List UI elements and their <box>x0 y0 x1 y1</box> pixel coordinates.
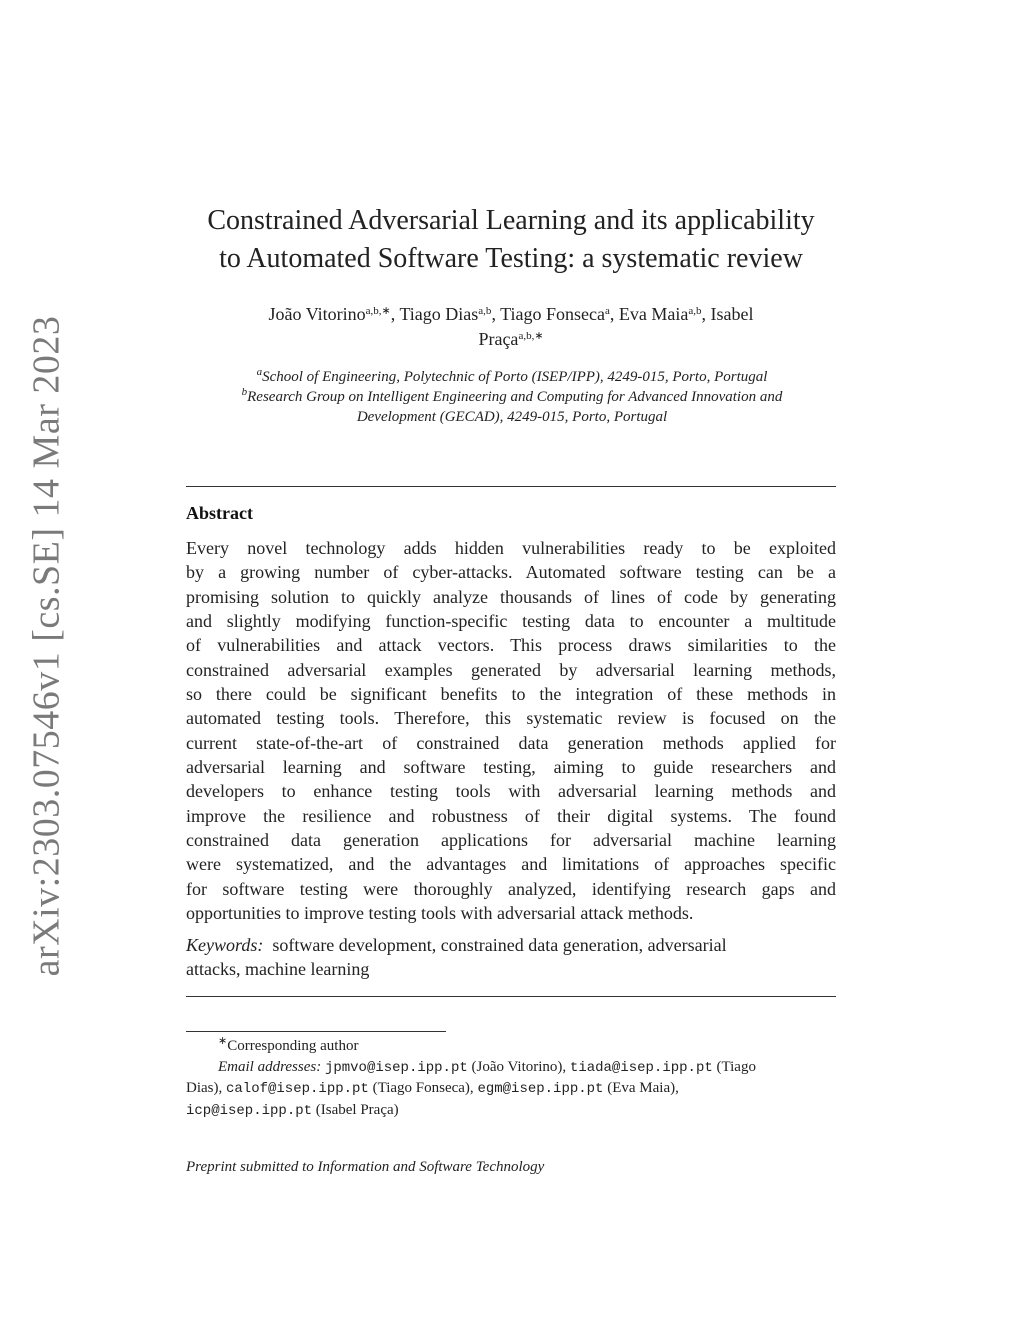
footnote-corresponding: ∗Corresponding author <box>218 1035 359 1054</box>
author-affiliation-mark: a,b <box>478 305 492 317</box>
title-line: to Automated Software Testing: a systematic review <box>219 243 803 274</box>
affiliation-item: $^b$Research Group on Intelligent Engineering and Computing for Advanced Innovation and <box>241 386 783 405</box>
author-name: João Vitorino <box>268 304 366 324</box>
title-line: Constrained Adversarial Learning and its applicability <box>207 205 815 236</box>
arxiv-identifier-stamp <box>17 315 75 977</box>
author-list <box>190 302 832 352</box>
author-affiliation-mark: a,b,∗ <box>518 330 544 342</box>
keywords-line: attacks, machine learning <box>186 959 370 980</box>
abstract-line: so there could be significant benefits to the integration of these methods in <box>186 684 836 705</box>
affiliation-mark: b <box>241 386 248 398</box>
email-address[interactable]: icp@isep.ipp.pt <box>186 1102 313 1119</box>
email-address[interactable]: egm@isep.ipp.pt <box>477 1081 604 1097</box>
footnote-line: Dias), calof@isep.ipp.pt (Tiago Fonseca), egm@isep.ipp.pt (Eva Maia), <box>186 1080 679 1097</box>
keywords-label: Keywords: <box>186 935 264 955</box>
author-line: João Vitorino$^{a,b,∗}$, Tiago Dias$^{a,b}$, Tiago Fonseca$^a$, Eva Maia$^{a,b}$, Isabel <box>268 304 754 324</box>
abstract-line: for software testing were thoroughly analyzed, identifying research gaps and <box>186 878 836 899</box>
email-address[interactable]: tiada@isep.ipp.pt <box>569 1059 713 1076</box>
abstract-line: automated testing tools. Therefore, this systematic review is focused on the <box>186 708 836 729</box>
abstract-line: adversarial learning and software testing, aiming to guide researchers and <box>186 757 836 778</box>
affiliation-item: Development (GECAD), 4249-015, Porto, Portugal <box>356 409 668 425</box>
footnote-line: icp@isep.ipp.pt (Isabel Praça) <box>186 1101 399 1119</box>
abstract-bottom-rule <box>186 996 836 997</box>
affiliation-item: $^a$School of Engineering, Polytechnic of Porto (ISEP/IPP), 4249-015, Porto, Portugal <box>256 366 768 385</box>
author-name: Praça <box>478 329 519 349</box>
footnote-line: Email addresses: jpmvo@isep.ipp.pt (João Vitorino), tiada@isep.ipp.pt (Tiago <box>218 1058 756 1076</box>
author-affiliation-mark: a <box>604 305 610 317</box>
arxiv-identifier-text: arXiv:2303.07546v1 [cs.SE] 14 Mar 2023 <box>25 315 68 977</box>
author-name: Eva Maia <box>618 304 689 324</box>
abstract-line: improve the resilience and robustness of their digital systems. The found <box>186 805 836 826</box>
keywords-line <box>186 933 836 957</box>
footnote-mark: ∗ <box>218 1035 228 1047</box>
author-line <box>190 327 832 352</box>
author-affiliation-mark: a,b <box>688 305 702 317</box>
abstract-heading: Abstract <box>186 503 253 523</box>
abstract-line: constrained adversarial examples generated by adversarial learning methods, <box>186 659 836 680</box>
abstract-line: current state-of-the-art of constrained data generation methods applied for <box>186 732 836 753</box>
abstract-line: were systematized, and the advantages and limitations of approaches specific <box>186 854 836 875</box>
email-address[interactable]: jpmvo@isep.ipp.pt <box>324 1059 468 1076</box>
abstract-line: by a growing number of cyber-attacks. Automated software testing can be a <box>186 562 836 583</box>
keywords-text: software development, constrained data generation, adversarial <box>272 935 727 955</box>
abstract-line: Every novel technology adds hidden vulnerabilities ready to be exploited <box>186 538 836 558</box>
email-label: Email addresses: <box>218 1058 322 1075</box>
author-name: Isabel <box>710 304 754 324</box>
paper-title <box>170 202 852 278</box>
keywords-block <box>186 933 836 982</box>
preprint-notice: Preprint submitted to Information and Software Technology <box>186 1159 545 1175</box>
abstract-body <box>186 536 836 926</box>
author-affiliation-mark: a,b,∗ <box>365 305 391 317</box>
footnote-rule <box>186 1031 446 1032</box>
email-address[interactable]: calof@isep.ipp.pt <box>226 1081 369 1097</box>
abstract-line: constrained data generation applications for adversarial machine learning <box>186 830 836 851</box>
abstract-line: and slightly modifying function-specific testing data to encounter a multitude <box>186 611 836 632</box>
author-name: Tiago Fonseca <box>500 304 605 324</box>
affiliation-list <box>180 367 844 427</box>
author-name: Tiago Dias <box>399 304 479 324</box>
abstract-line: developers to enhance testing tools with adversarial learning methods and <box>186 781 836 802</box>
abstract-line: of vulnerabilities and attack vectors. This process draws similarities to the <box>186 635 836 656</box>
abstract-line: opportunities to improve testing tools with adversarial attack methods. <box>186 903 694 924</box>
affiliation-mark: a <box>256 366 263 378</box>
abstract-top-rule <box>186 486 836 487</box>
footnote-block <box>186 1036 836 1121</box>
abstract-line: promising solution to quickly analyze thousands of lines of code by generating <box>186 586 836 607</box>
